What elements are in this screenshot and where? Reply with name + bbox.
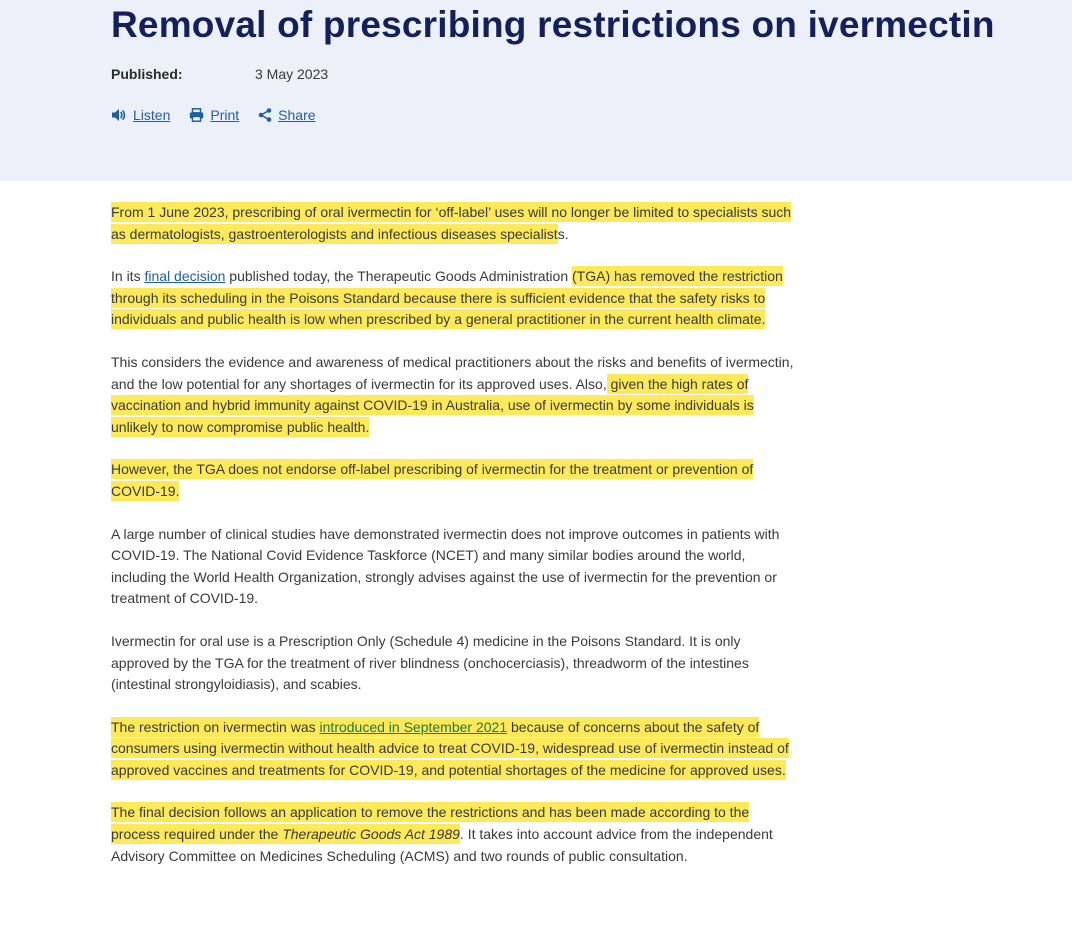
final-decision-link[interactable]: final decision — [144, 268, 226, 285]
paragraph-2 — [111, 266, 801, 331]
highlighted-text: (TGA) has removed the restriction through its scheduling in the Poisons Standard because there is sufficient evidence that the safety risks to individuals and public health is low when prescribed by a general practitioner in the current health climate. — [111, 268, 783, 328]
listen-button[interactable] — [111, 107, 170, 123]
page-title: Removal of prescribing restrictions on ivermectin — [111, 4, 995, 45]
paragraph-1 — [111, 202, 801, 245]
paragraph-8 — [111, 802, 801, 867]
print-label: Print — [210, 107, 240, 123]
paragraph-text: . It takes into account advice from the independent Advisory Committee on Medicines Scheduling (ACMS) and two rounds of public consultation. — [111, 826, 773, 864]
paragraph-text: A large number of clinical studies have demonstrated ivermectin does not improve outcomes in patients with COVID-19. The National Covid Evidence Taskforce (NCET) and many similar bodies around the world, including the World Health Organization, strongly advises against the use of ivermectin for the prevention or treatment of COVID-19. — [111, 525, 780, 607]
paragraph-4 — [111, 459, 801, 502]
paragraph-text: The final decision follows an application to remove the restrictions and has been made according to the process required under the — [111, 804, 750, 843]
paragraph-text: This considers the evidence and awareness of medical practitioners about the risks and benefits of ivermectin, and the low potential for any shortages of ivermectin for its approved uses. Also, — [111, 353, 794, 392]
published-label: Published: — [111, 66, 183, 82]
speaker-icon — [111, 108, 127, 122]
highlighted-text: From 1 June 2023, prescribing of oral ivermectin for ‘off-label’ uses will no longer be limited to specialists such as dermatologists, gastroenterologists and infectious diseases specialist — [111, 204, 792, 242]
highlighted-text: given the high rates of vaccination and hybrid immunity against COVID-19 in Australia, use of ivermectin by some individuals is unlikely to now compromise public health. — [111, 375, 754, 435]
page-header — [0, 0, 1072, 181]
paragraph-7 — [111, 717, 801, 782]
paragraph-6 — [111, 631, 801, 696]
paragraph-text: s. — [557, 225, 569, 242]
share-icon — [258, 108, 272, 122]
share-button[interactable] — [258, 107, 315, 123]
highlighted-text — [111, 717, 789, 780]
paragraph-text: because of concerns about the safety of consumers using ivermectin without health advice to treat COVID-19, widespread use of ivermectin instead of approved vaccines and treatments for COVID-19, and potential shortages of the medicine for approved uses. — [111, 718, 789, 778]
paragraph-text: published today, the Therapeutic Goods Administration — [225, 268, 572, 285]
share-label: Share — [278, 107, 316, 123]
paragraph-text: The restriction on ivermectin was — [111, 718, 320, 735]
print-button[interactable] — [189, 107, 239, 123]
printer-icon — [189, 108, 204, 122]
paragraph-5 — [111, 524, 801, 610]
introduced-september-2021-link[interactable]: introduced in September 2021 — [319, 718, 508, 735]
article-body — [111, 202, 801, 888]
listen-label: Listen — [133, 107, 171, 123]
paragraph-text: Ivermectin for oral use is a Prescription Only (Schedule 4) medicine in the Poisons Standard. It is only approved by the TGA for the treatment of river blindness (onchocerciasis), threadworm of the intestines (intestinal strongyloidiasis), and scabies. — [111, 632, 749, 693]
page-actions — [111, 107, 316, 123]
published-row — [111, 66, 328, 82]
published-date: 3 May 2023 — [255, 66, 329, 82]
act-title: Therapeutic Goods Act 1989 — [282, 826, 460, 843]
paragraph-text: In its — [111, 268, 145, 285]
paragraph-3 — [111, 352, 801, 438]
highlighted-text: However, the TGA does not endorse off-label prescribing of ivermectin for the treatment or prevention of COVID-19. — [111, 461, 754, 499]
